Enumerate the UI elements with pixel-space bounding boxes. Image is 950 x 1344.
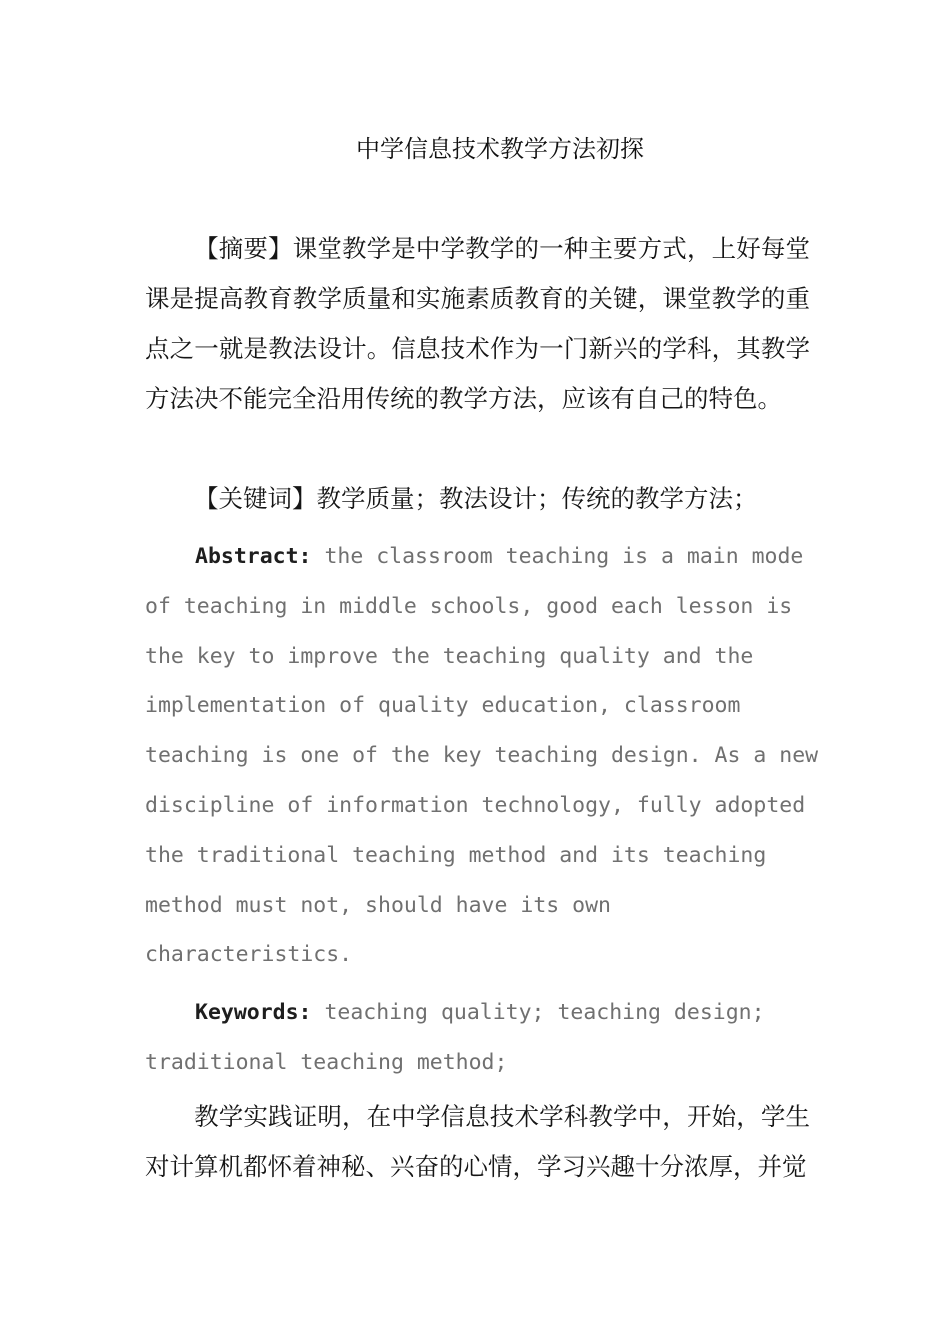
keywords-cn-label: 【关键词】 — [194, 484, 317, 513]
abstract-en-label: Abstract: — [195, 544, 312, 569]
body-paragraph-text: 教学实践证明，在中学信息技术学科教学中，开始，学生对计算机都怀着神秘、兴奋的心情，学习兴趣十分浓厚，并觉 — [145, 1102, 810, 1181]
keywords-en-label: Keywords: — [195, 1000, 312, 1025]
abstract-cn-text: 课堂教学是中学教学的一种主要方式，上好每堂课是提高教育教学质量和实施素质教育的关键，课堂教学的重点之一就是教法设计。信息技术作为一门新兴的学科，其教学方法决不能完全沿用传统的教学方法，应该有自己的特色。 — [145, 234, 811, 413]
abstract-cn-label: 【摘要】 — [194, 234, 293, 263]
abstract-en-paragraph — [145, 532, 825, 980]
keywords-en-paragraph — [145, 988, 825, 1088]
body-paragraph — [145, 1092, 810, 1192]
keywords-cn-paragraph — [145, 474, 810, 524]
abstract-cn-paragraph — [145, 224, 810, 424]
document-title: 中学信息技术教学方法初探 — [356, 135, 644, 163]
abstract-en-text: the classroom teaching is a main mode of teaching in middle schools, good each lesson is the key to improve the teaching quality and the implementation of quality education, classroom teaching is one of the key teaching design. As a new discipline of information technology, fully adopted the traditional teaching method and its teaching method must not, should have its own characteristics. — [145, 544, 819, 968]
keywords-cn-text: 教学质量；教法设计；传统的教学方法； — [316, 484, 758, 513]
keywords-en-text: teaching quality; teaching design; traditional teaching method; — [145, 1000, 765, 1075]
